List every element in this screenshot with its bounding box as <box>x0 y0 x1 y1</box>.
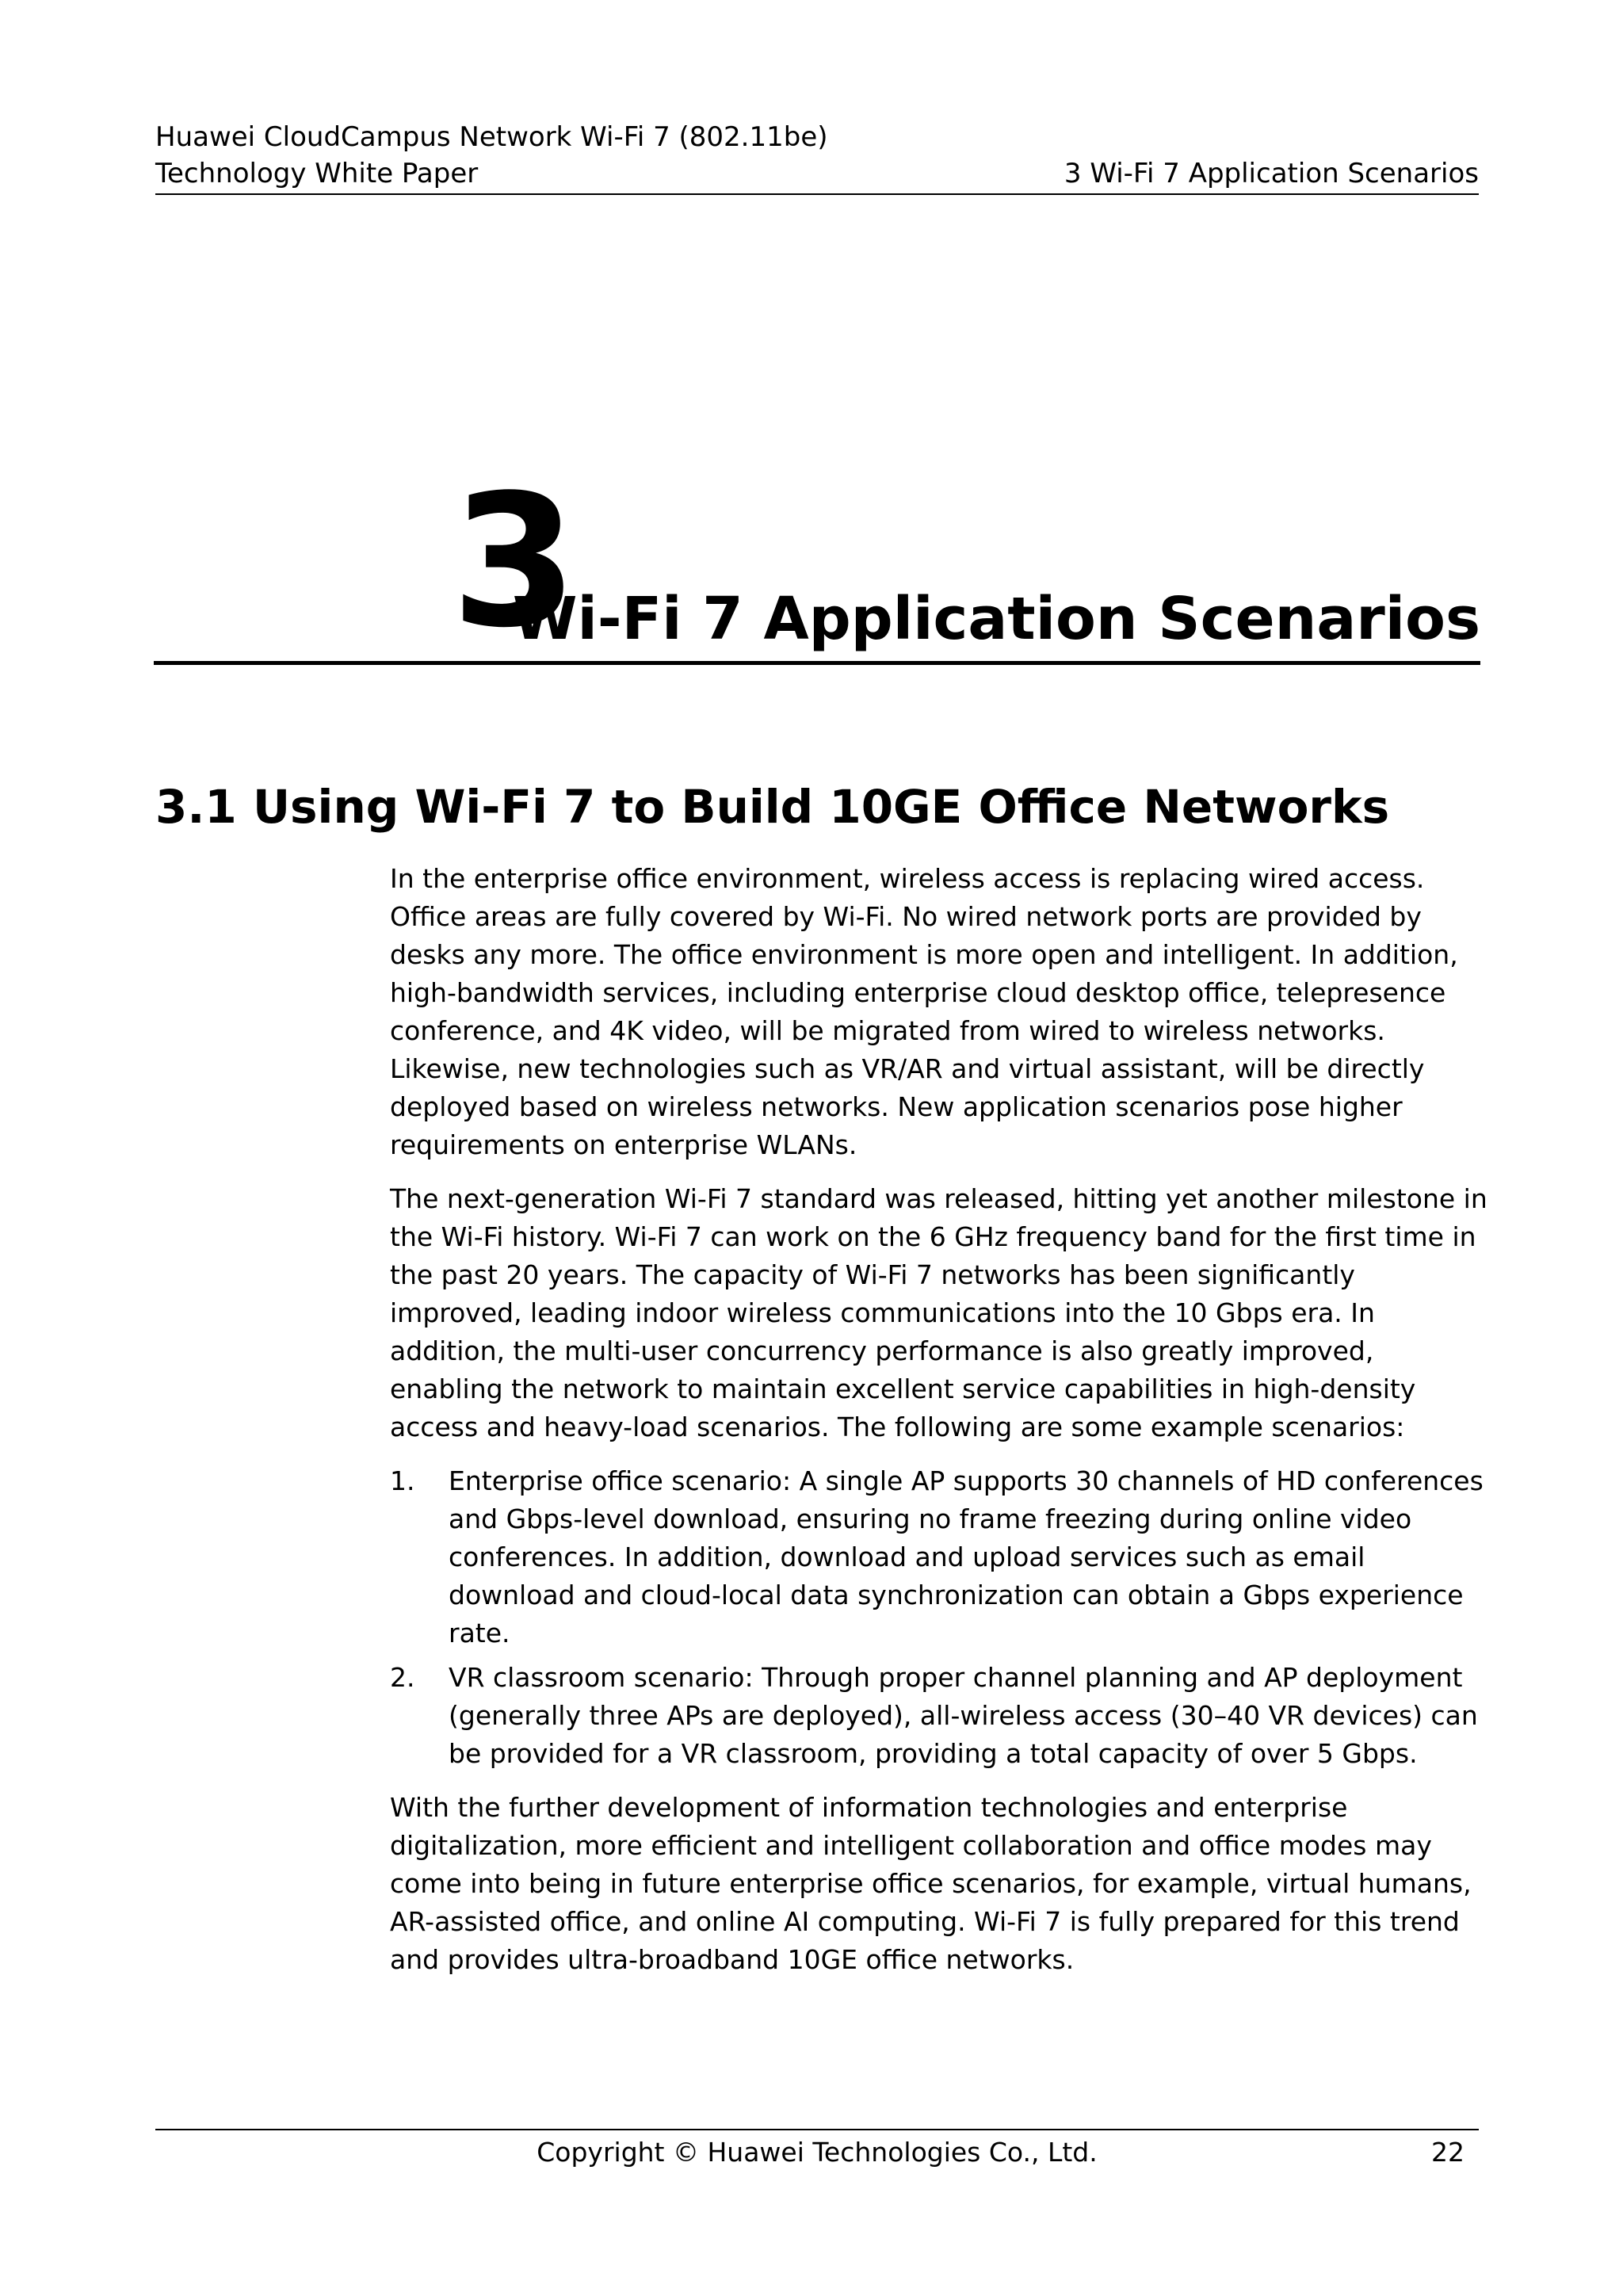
header-document-title: Huawei CloudCampus Network Wi-Fi 7 (802.11be) <box>155 121 828 153</box>
section-title: 3.1 Using Wi-Fi 7 to Build 10GE Office Networks <box>155 780 1390 834</box>
page-number: 22 <box>1431 2137 1465 2168</box>
scenario-list <box>390 1462 1491 1773</box>
list-item-number: 2. <box>390 1662 415 1693</box>
list-item-number: 1. <box>390 1465 415 1496</box>
paragraph: In the enterprise office environment, wireless access is replacing wired access. Office areas are fully covered by Wi-Fi. No wired network ports are provided by desks any more. The office environment is more open and intelligent. In addition, high-bandwidth services, including enterprise cloud desktop office, telepresence conference, and 4K video, will be migrated from wired to wireless networks. Likewise, new technologies such as VR/AR and virtual assistant, will be directly deployed based on wireless networks. New application scenarios pose higher requirements on enterprise WLANs. <box>390 863 1458 1160</box>
footer-copyright: Copyright © Huawei Technologies Co., Ltd. <box>537 2137 1098 2168</box>
body-content <box>390 860 1491 1995</box>
list-item <box>390 1462 1491 1652</box>
list-item-text: VR classroom scenario: Through proper channel planning and AP deployment (generally three APs are deployed), all-wireless access (30–40 VR devices) can be provided for a VR classroom, providing a total capacity of over 5 Gbps. <box>449 1662 1478 1769</box>
header-row <box>155 155 1479 192</box>
chapter-heading <box>154 457 1480 668</box>
page-header <box>155 119 1479 195</box>
header-document-subtitle: Technology White Paper <box>155 158 479 189</box>
chapter-number: 3 <box>451 457 579 668</box>
page-footer <box>155 2129 1479 2168</box>
paragraph: The next-generation Wi-Fi 7 standard was released, hitting yet another milestone in the Wi-Fi history. Wi-Fi 7 can work on the 6 GHz frequency band for the first time in the past 20 years. The capacity of Wi-Fi 7 networks has been significantly improved, leading indoor wireless communications into the 10 Gbps era. In addition, the multi-user concurrency performance is also greatly improved, enabling the network to maintain excellent service capabilities in high-density access and heavy-load scenarios. The following are some example scenarios: <box>390 1183 1487 1442</box>
list-item-text: Enterprise office scenario: A single AP supports 30 channels of HD conferences and Gbps-level download, ensuring no frame freezing during online video conferences. In addition, download and upload services such as email download and cloud-local data synchronization can obtain a Gbps experience rate. <box>449 1465 1484 1648</box>
list-item <box>390 1659 1491 1773</box>
header-chapter-ref: 3 Wi-Fi 7 Application Scenarios <box>1064 158 1479 189</box>
chapter-title: Wi-Fi 7 Application Scenarios <box>512 585 1480 653</box>
closing-paragraph: With the further development of information technologies and enterprise digitalization, more efficient and intelligent collaboration and office modes may come into being in future enterprise office scenarios, for example, virtual humans, AR-assisted office, and online AI computing. Wi-Fi 7 is fully prepared for this trend and provides ultra-broadband 10GE office networks. <box>390 1792 1472 1975</box>
